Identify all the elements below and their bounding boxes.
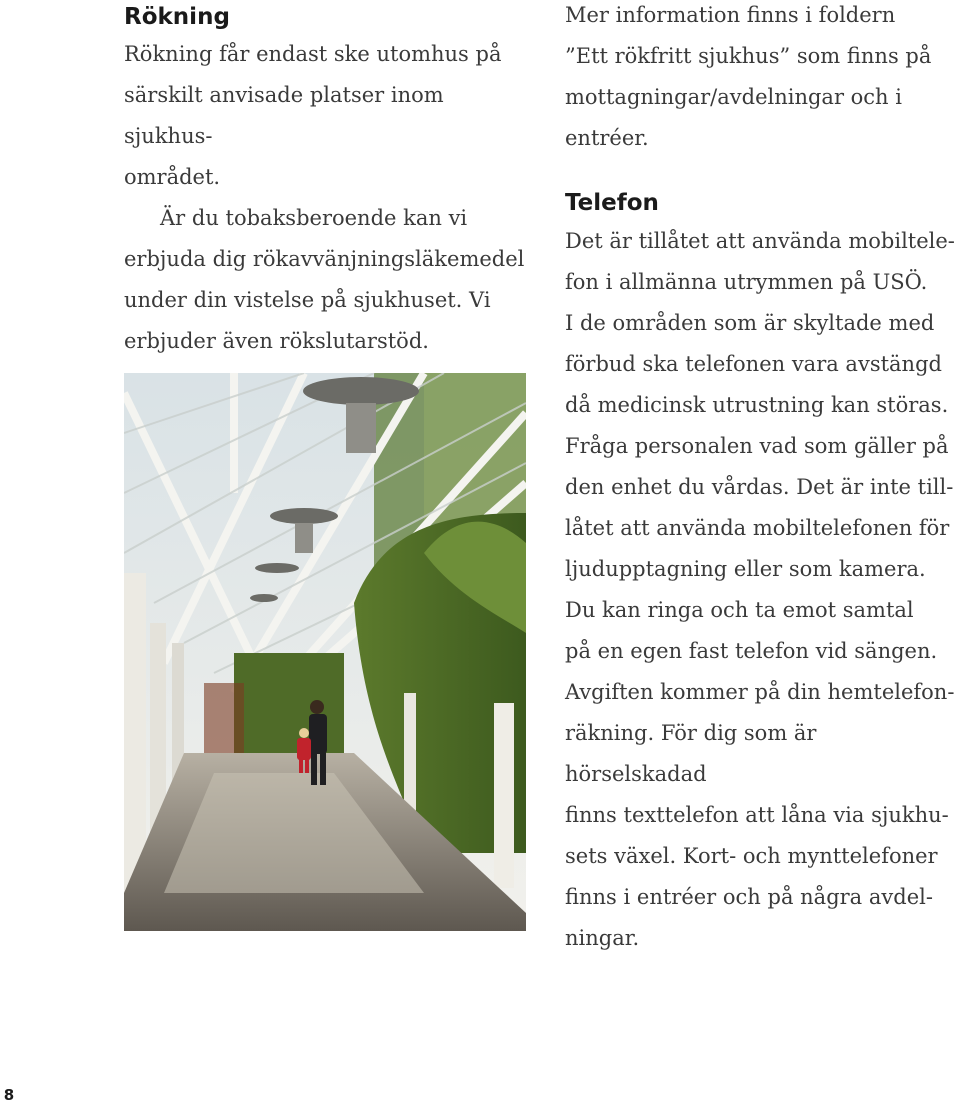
tobacco-paragraph (124, 198, 534, 362)
more-info-paragraph (565, 0, 960, 159)
text-line: under din vistelse på sjukhuset. Vi (124, 288, 491, 312)
text-line: ningar. (565, 926, 640, 950)
text-line: ”Ett rökfritt sjukhus” som finns på (565, 44, 932, 68)
text-line: Fråga personalen vad som gäller på (565, 434, 949, 458)
text-line: fon i allmänna utrymmen på USÖ. (565, 270, 928, 294)
smoking-heading: Rökning (124, 4, 230, 30)
text-line: erbjuder även rökslutarstöd. (124, 329, 429, 353)
text-line: entréer. (565, 126, 649, 150)
walkway-photo (124, 373, 526, 931)
walkway-photo-image (124, 373, 526, 931)
text-line: Du kan ringa och ta emot samtal (565, 598, 914, 622)
smoking-section (124, 2, 534, 362)
text-line: låtet att använda mobiltelefonen för (565, 516, 950, 540)
text-line: Mer information finns i foldern (565, 3, 896, 27)
text-line: Är du tobaksberoende kan vi (160, 206, 468, 230)
phone-heading: Telefon (565, 190, 659, 216)
text-line: Rökning får endast ske utomhus på (124, 42, 502, 66)
text-line: på en egen fast telefon vid sängen. (565, 639, 938, 663)
phone-paragraph (565, 221, 960, 959)
text-line: räkning. För dig som är hörselskadad (565, 721, 817, 786)
page-number: 8 (3, 1086, 15, 1104)
text-line: finns i entréer och på några avdel- (565, 885, 933, 909)
right-column (565, 0, 960, 959)
text-line: den enhet du vårdas. Det är inte till- (565, 475, 954, 499)
text-line: I de områden som är skyltade med (565, 311, 935, 335)
text-line: erbjuda dig rökavvänjningsläkemedel (124, 247, 525, 271)
text-line: Det är tillåtet att använda mobiltele- (565, 229, 955, 253)
text-line: området. (124, 165, 221, 189)
text-line: finns texttelefon att låna via sjukhu- (565, 803, 949, 827)
text-line: ljudupptagning eller som kamera. (565, 557, 926, 581)
text-line: då medicinsk utrustning kan störas. (565, 393, 949, 417)
text-line: förbud ska telefonen vara avstängd (565, 352, 942, 376)
text-line: Avgiften kommer på din hemtelefon- (565, 680, 955, 704)
smoking-paragraph (124, 34, 534, 198)
text-line: mottagningar/avdelningar och i (565, 85, 902, 109)
text-line: sets växel. Kort- och mynttelefoner (565, 844, 938, 868)
text-line: särskilt anvisade platser inom sjukhus- (124, 83, 444, 148)
